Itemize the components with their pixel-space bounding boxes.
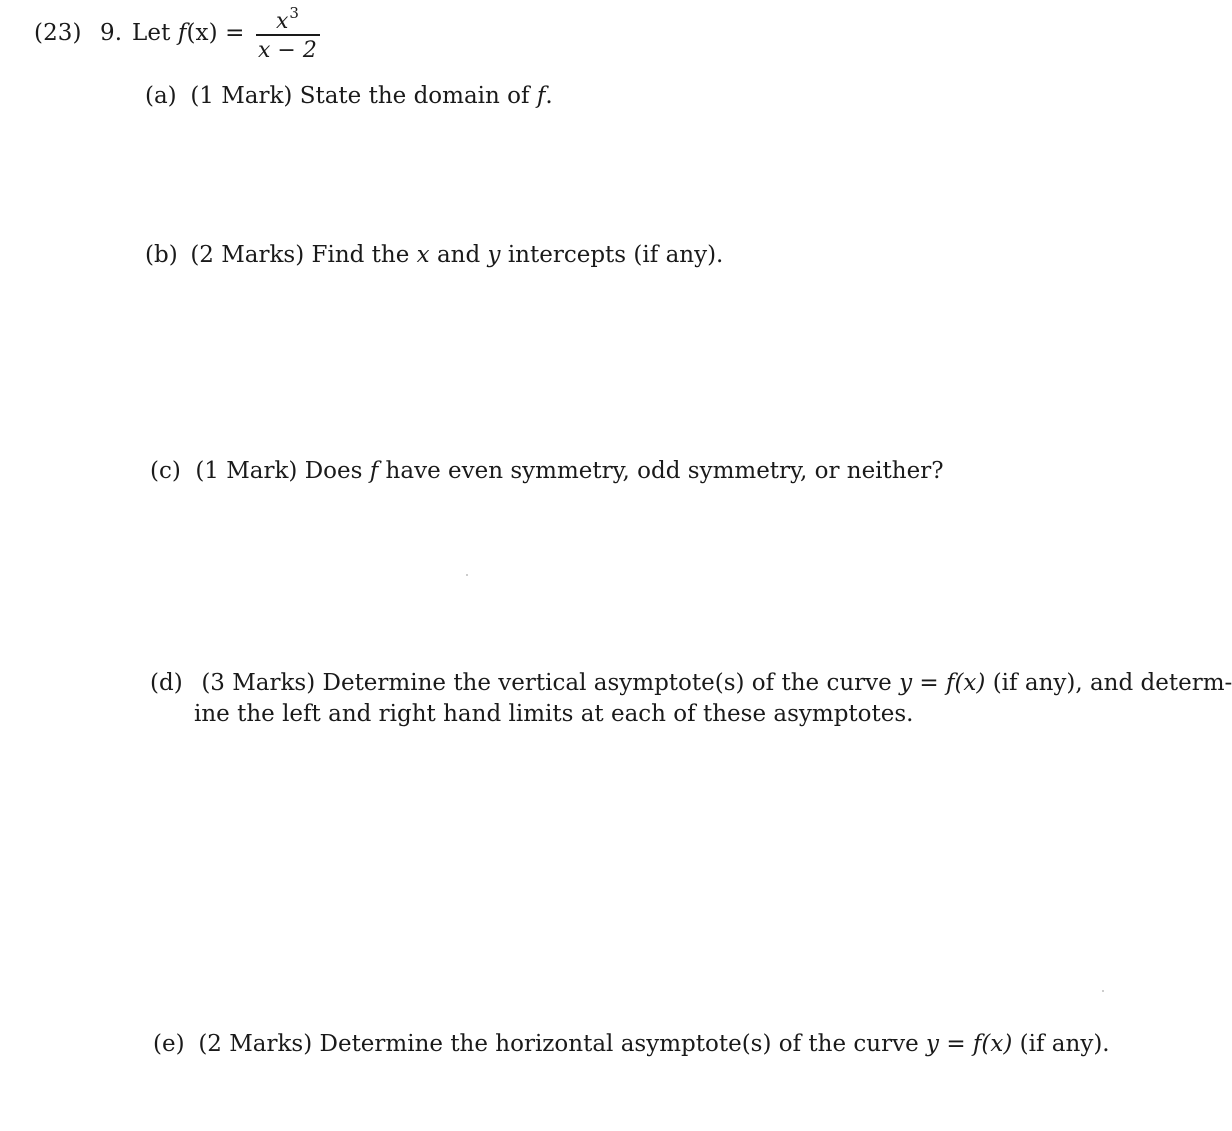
part-a-text-end: . bbox=[545, 83, 553, 109]
fraction-numerator bbox=[276, 4, 299, 34]
fraction-bar bbox=[256, 34, 320, 36]
question-total-marks: (23) bbox=[34, 20, 82, 46]
part-b-marks: (2 Marks) bbox=[190, 242, 305, 268]
numerator-exponent: 3 bbox=[289, 4, 299, 22]
part-d-line-2: ine the left and right hand limits at each of these asymptotes. bbox=[194, 701, 914, 727]
fraction-denominator: x − 2 bbox=[258, 38, 317, 63]
part-c-text: Does bbox=[304, 458, 370, 484]
part-e-text-end: (if any). bbox=[1012, 1031, 1110, 1057]
function-argument: (x) = bbox=[186, 20, 245, 46]
function-fraction bbox=[254, 2, 324, 64]
part-d-line-1 bbox=[150, 670, 1232, 696]
let-text: Let bbox=[132, 20, 178, 46]
part-b-text-end: intercepts (if any). bbox=[500, 242, 724, 268]
numerator-variable: x bbox=[276, 9, 289, 34]
scan-speck bbox=[1102, 990, 1104, 992]
part-a bbox=[145, 83, 553, 109]
function-name: f bbox=[177, 20, 187, 46]
part-a-marks: (1 Mark) bbox=[190, 83, 293, 109]
part-b bbox=[145, 242, 723, 268]
part-d-label: (d) bbox=[150, 670, 183, 696]
part-d-marks: (3 Marks) bbox=[201, 670, 316, 696]
part-d-text: Determine the vertical asymptote(s) of the curve bbox=[322, 670, 900, 696]
part-e-marks: (2 Marks) bbox=[198, 1031, 313, 1057]
part-c-marks: (1 Mark) bbox=[195, 458, 298, 484]
part-b-label: (b) bbox=[145, 242, 178, 268]
part-a-label: (a) bbox=[145, 83, 177, 109]
part-c bbox=[150, 458, 944, 484]
part-c-text-end: have even symmetry, odd symmetry, or neither? bbox=[378, 458, 944, 484]
part-b-text: Find the bbox=[311, 242, 417, 268]
part-c-math: f bbox=[369, 458, 379, 484]
part-a-text: State the domain of bbox=[299, 83, 537, 109]
part-a-math: f bbox=[536, 83, 546, 109]
part-e-label: (e) bbox=[153, 1031, 185, 1057]
function-definition-lead bbox=[132, 20, 244, 46]
scan-speck bbox=[466, 574, 468, 576]
part-d-text-end: (if any), and determ- bbox=[985, 670, 1232, 696]
part-e-text: Determine the horizontal asymptote(s) of the curve bbox=[319, 1031, 927, 1057]
part-e-math: y = f(x) bbox=[926, 1031, 1013, 1057]
question-number: 9. bbox=[100, 20, 123, 46]
part-d-math: y = f(x) bbox=[899, 670, 986, 696]
part-e bbox=[153, 1031, 1110, 1057]
part-b-math-x: x bbox=[416, 242, 430, 268]
part-c-label: (c) bbox=[150, 458, 181, 484]
part-b-text-middle: and bbox=[429, 242, 488, 268]
part-b-math-y: y bbox=[487, 242, 501, 268]
